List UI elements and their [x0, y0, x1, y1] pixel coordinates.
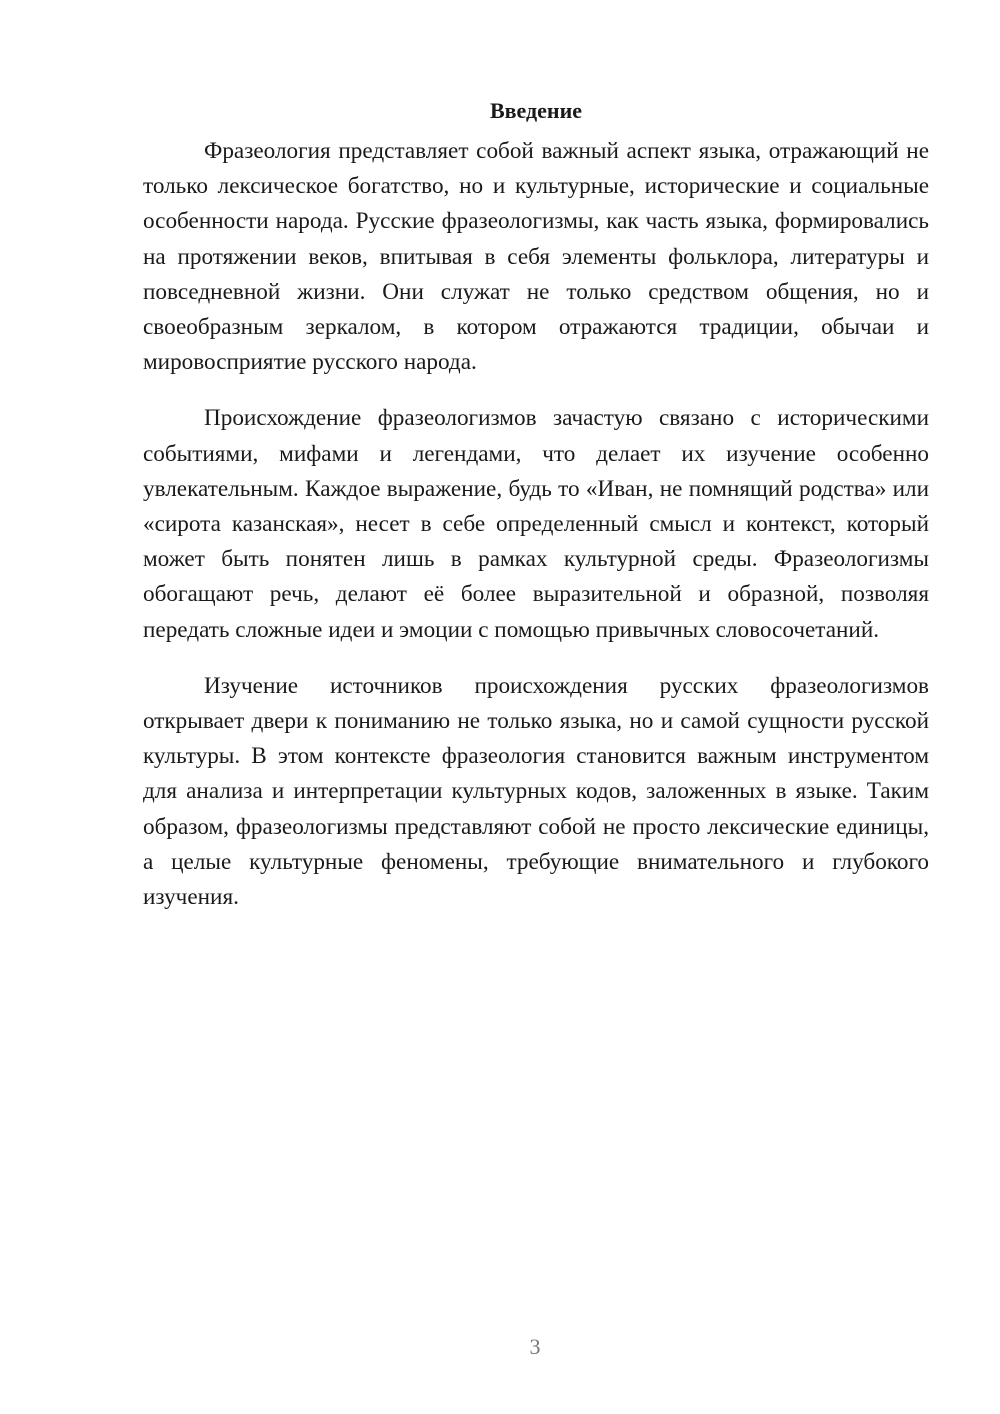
- section-title: Введение: [489, 98, 583, 123]
- paragraph-2: Происхождение фразеологизмов зачастую связано с историческими событиями, мифами и легендами, что делает их изучение особенно увлекательным. Каждое выражение, будь то «Иван, не помнящий родства» или «сирота казанская», несет в себе определенный смысл и контекст, который может быть понятен лишь в рамках культурной среды. Фразеологизмы обогащают речь, делают её более выразительной и образной, позволяя передать сложные идеи и эмоции с помощью привычных словосочетаний.: [143, 405, 929, 643]
- page-content: [143, 96, 929, 936]
- page-number: 3: [529, 1334, 541, 1359]
- paragraph-1: Фразеология представляет собой важный аспект языка, отражающий не только лексическое богатство, но и культурные, исторические и социальные особенности народа. Русские фразеологизмы, как часть языка, формировались на протяжении веков, впитывая в себя элементы фольклора, литературы и повседневной жизни. Они служат не только средством общения, но и своеобразным зеркалом, в котором отражаются традиции, обычаи и мировосприятие русского народа.: [143, 138, 929, 376]
- paragraph-3: Изучение источников происхождения русских фразеологизмов открывает двери к пониманию не только языка, но и самой сущности русской культуры. В этом контексте фразеология становится важным инструментом для анализа и интерпретации культурных кодов, заложенных в языке. Таким образом, фразеологизмы представляют собой не просто лексические единицы, а целые культурные феномены, требующие внимательного и глубокого изучения.: [143, 672, 929, 911]
